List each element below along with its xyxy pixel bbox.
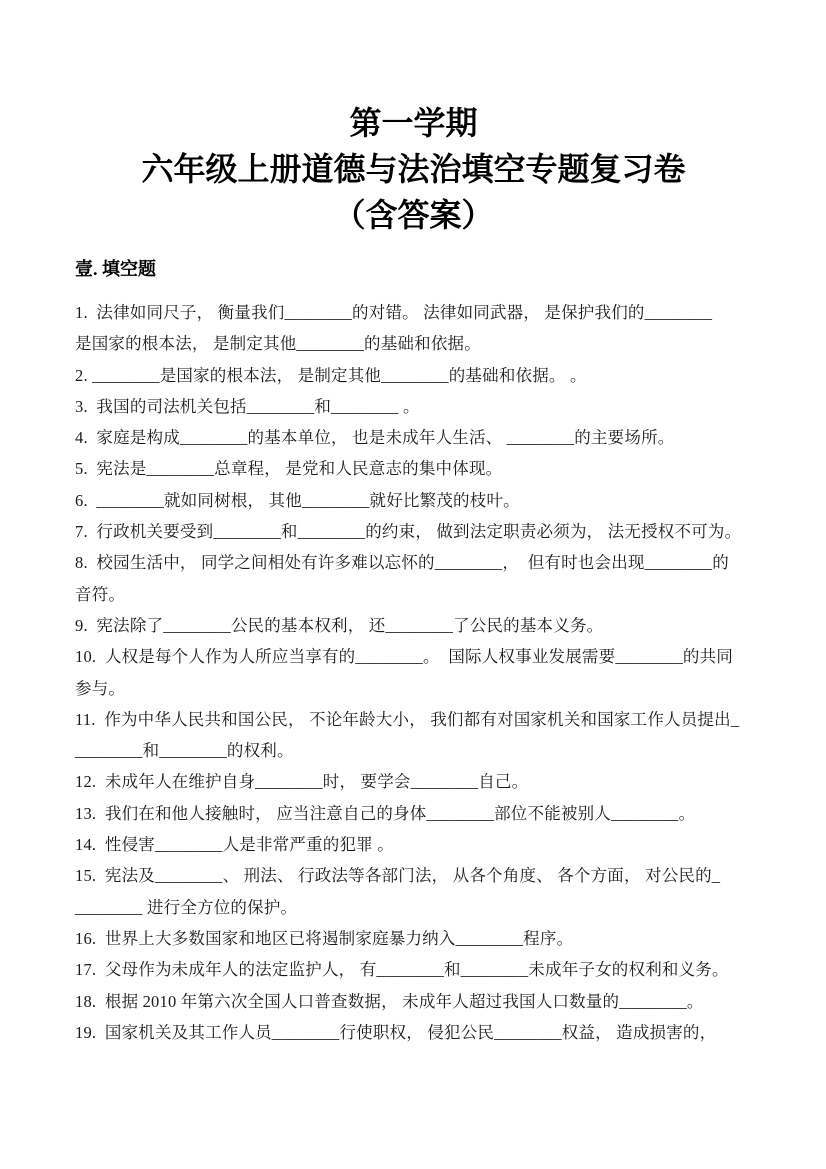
question-15-continuation: ________ 进行全方位的保护。 — [75, 897, 298, 917]
question-1-line: 1. 法律如同尺子， 衡量我们________的对错。 法律如同武器， 是保护我们的________ — [75, 303, 713, 322]
question-17-line: 17. 父母作为未成年人的法定监护人， 有________和________未成年子女的权利和义务。 — [75, 960, 729, 980]
question-5-line: 5. 宪法是________总章程， 是党和人民意志的集中体现。 — [75, 459, 503, 479]
question-10-continuation: 参与。 — [75, 678, 126, 698]
question-13-line: 13. 我们在和他人接触时， 应当注意自己的身体________部位不能被别人________。 — [75, 803, 696, 823]
question-2-line: 2. ________是国家的根本法， 是制定其他________的基础和依据。 。 — [75, 365, 587, 385]
question-4-line: 4. 家庭是构成________的基本单位， 也是未成年人生活、 ________的主要场所。 — [75, 428, 675, 448]
question-12-line: 12. 未成年人在维护自身________时， 要学会________自己。 — [75, 772, 529, 792]
question-9-line: 9. 宪法除了________公民的基本权利， 还________了公民的基本义务。 — [75, 615, 604, 635]
question-16-line: 16. 世界上大多数国家和地区已将遏制家庭暴力纳入________程序。 — [75, 928, 574, 948]
question-19-line: 19. 国家机关及其工作人员________行使职权， 侵犯公民________权益， 造成损害的， — [75, 1022, 717, 1042]
question-11-line: 11. 作为中华人民共和国公民， 不论年龄大小， 我们都有对国家机关和国家工作人员提出_ — [75, 709, 740, 729]
title-subtitle: （含答案） — [333, 197, 494, 233]
section-heading: 壹. 填空题 — [75, 259, 156, 279]
document-title-block — [75, 100, 752, 238]
title-main: 六年级上册道德与法治填空专题复习卷 — [141, 151, 686, 187]
question-10-line: 10. 人权是每个人作为人所应当享有的________。 国际人权事业发展需要________的共同 — [75, 647, 734, 667]
question-8-line: 8. 校园生活中， 同学之间相处有许多难以忘怀的________， 但有时也会出现________的 — [75, 553, 729, 573]
question-18-line: 18. 根据 2010 年第六次全国人口普查数据， 未成年人超过我国人口数量的________。 — [75, 991, 704, 1011]
question-7-line: 7. 行政机关要受到________和________的约束， 做到法定职责必须为， 法无授权不可为。 — [75, 522, 742, 542]
question-1-continuation: 是国家的根本法， 是制定其他________的基础和依据。 — [75, 334, 481, 354]
question-6-line: 6. ________就如同树根， 其他________就好比繁茂的枝叶。 — [75, 490, 520, 510]
title-semester: 第一学期 — [349, 105, 478, 141]
question-11-continuation: ________和________的权利。 — [75, 741, 294, 761]
question-list — [75, 297, 752, 1048]
question-3-line: 3. 我国的司法机关包括________和________ 。 — [75, 396, 420, 416]
question-14-line: 14. 性侵害________人是非常严重的犯罪 。 — [75, 835, 394, 855]
question-8-continuation: 音符。 — [75, 584, 126, 604]
question-15-line: 15. 宪法及________、 刑法、 行政法等各部门法， 从各个角度、 各个方面， 对公民的_ — [75, 866, 721, 886]
